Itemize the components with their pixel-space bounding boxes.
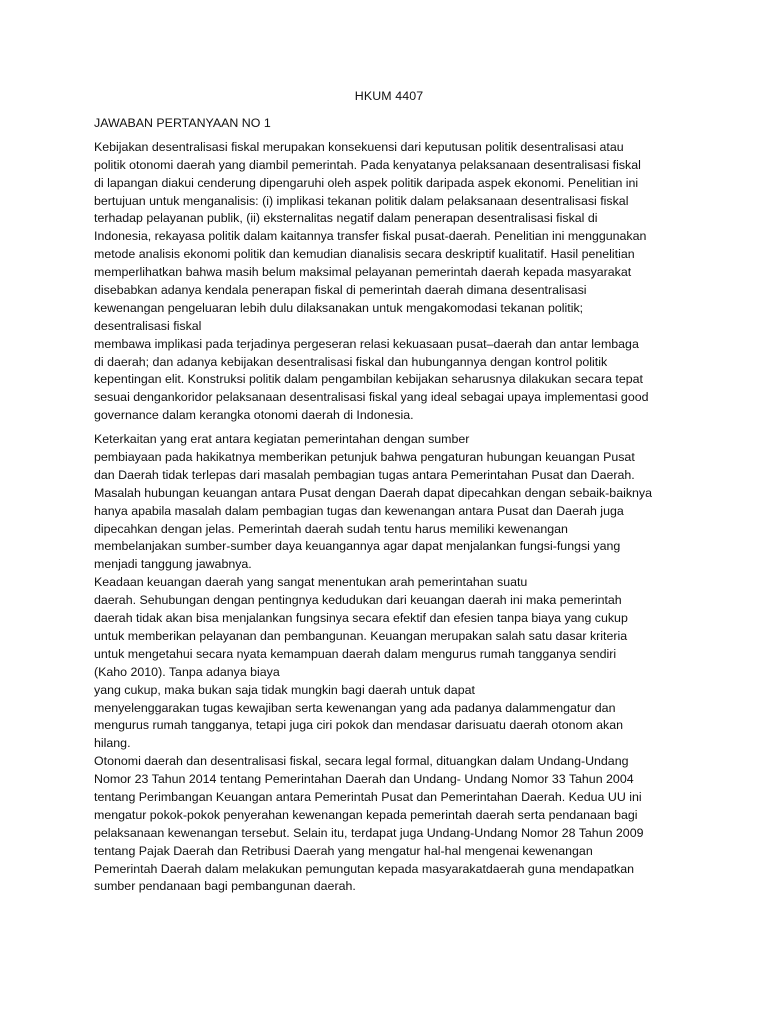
text-line: desentralisasi fiskal: [94, 318, 202, 333]
text-line: Keadaan keuangan daerah yang sangat menentukan arah pemerintahan suatu: [94, 575, 528, 590]
text-line: mengatur pokok-pokok penyerahan kewenangan kepada pemerintah daerah serta pendanaan bagi: [94, 807, 638, 822]
text-line: Kebijakan desentralisasi fiskal merupakan konsekuensi dari keputusan politik desentralisasi atau: [94, 139, 624, 154]
text-line: pembiayaan pada hakikatnya memberikan petunjuk bahwa pengaturan hubungan keuangan Pusat: [94, 450, 635, 465]
text-line: bertujuan untuk menganalisis: (i) implikasi tekanan politik dalam pelaksanaan desentralisasi fiskal: [94, 193, 629, 208]
text-line: membelanjakan sumber-sumber daya keuangannya agar dapat menjalankan fungsi-fungsi yang: [94, 539, 621, 554]
text-line: Masalah hubungan keuangan antara Pusat dengan Daerah dapat dipecahkan dengan sebaik-baiknya: [94, 485, 653, 500]
text-line: menyelenggarakan tugas kewajiban serta kewenangan yang ada padanya dalammengatur dan: [94, 700, 616, 715]
text-line: sumber pendanaan bagi pembangunan daerah.: [94, 879, 356, 894]
text-line: kewenangan pengeluaran lebih dulu dilaksanakan untuk mengakomodasi tekanan politik;: [94, 300, 584, 315]
text-line: (Kaho 2010). Tanpa adanya biaya: [94, 664, 280, 679]
text-line: hanya apabila masalah dalam pembagian tugas dan kewenangan antara Pusat dan Daerah juga: [94, 503, 624, 518]
text-line: Pemerintah Daerah dalam melakukan pemungutan kepada masyarakatdaerah guna mendapatkan: [94, 861, 635, 876]
text-line: Otonomi daerah dan desentralisasi fiskal, secara legal formal, dituangkan dalam Undang-Undang: [94, 754, 629, 769]
text-line: governance dalam kerangka otonomi daerah di Indonesia.: [94, 408, 414, 423]
text-line: dipecahkan dengan jelas. Pemerintah daerah sudah tentu harus memiliki kewenangan: [94, 521, 568, 536]
text-line: tentang Perimbangan Keuangan antara Pemerintah Pusat dan Pemerintahan Daerah. Kedua UU ini: [94, 789, 642, 804]
text-line: memperlihatkan bahwa masih belum maksimal pelayanan pemerintah daerah kepada masyarakat: [94, 265, 632, 280]
text-line: daerah tidak akan bisa menjalankan fungsinya secara efektif dan efesien tanpa biaya yang cukup: [94, 611, 628, 626]
text-line: daerah. Sehubungan dengan pentingnya kedudukan dari keuangan daerah ini maka pemerintah: [94, 593, 622, 608]
course-code-title: HKUM 4407: [354, 89, 424, 103]
text-line: kepentingan elit. Konstruksi politik dalam pengambilan kebijakan seharusnya dilakukan secara tepat: [94, 372, 643, 387]
text-line: hilang.: [94, 736, 131, 751]
text-line: membawa implikasi pada terjadinya pergeseran relasi kekuasaan pusat–daerah dan antar lembaga: [94, 336, 639, 351]
text-line: menjadi tanggung jawabnya.: [94, 557, 252, 572]
text-line: mengurus rumah tangganya, tetapi juga ciri pokok dan mendasar darisuatu daerah otonom akan: [94, 718, 623, 733]
text-line: untuk mengetahui secara nyata kemampuan daerah dalam mengurus rumah tangganya sendiri: [94, 646, 617, 661]
text-line: dan Daerah tidak terlepas dari masalah pembagian tugas antara Pemerintahan Pusat dan Daerah.: [94, 467, 635, 482]
text-line: metode analisis ekonomi politik dan kemudian dianalisis secara deskriptif kualitatif. Hasil penelitian: [94, 247, 635, 262]
text-line: di daerah; dan adanya kebijakan desentralisasi fiskal dan hubungannya dengan kontrol politik: [94, 354, 608, 369]
text-line: Keterkaitan yang erat antara kegiatan pemerintahan dengan sumber: [94, 432, 470, 447]
text-line: Indonesia, rekayasa politik dalam kaitannya transfer fiskal pusat-daerah. Penelitian ini menggunakan: [94, 229, 647, 244]
text-line: pelaksanaan kewenangan tersebut. Selain itu, terdapat juga Undang-Undang Nomor 28 Tahun 2009: [94, 825, 644, 840]
document-body: [94, 115, 684, 896]
text-line: Nomor 23 Tahun 2014 tentang Pemerintahan Daerah dan Undang- Undang Nomor 33 Tahun 2004: [94, 772, 634, 787]
text-line: untuk memberikan pelayanan dan pembangunan. Keuangan merupakan salah satu dasar kriteria: [94, 628, 628, 643]
text-line: politik otonomi daerah yang diambil pemerintah. Pada kenyatanya pelaksanaan desentralisasi fiskal: [94, 157, 641, 172]
text-line: tentang Pajak Daerah dan Retribusi Daerah yang mengatur hal-hal mengenai kewenangan: [94, 843, 593, 858]
document-page: [94, 88, 684, 896]
text-line: disebabkan adanya kendala penerapan fiskal di pemerintah daerah dimana desentralisasi: [94, 283, 587, 298]
text-line: JAWABAN PERTANYAAN NO 1: [94, 116, 271, 130]
text-line: di lapangan diakui cenderung dipengaruhi oleh aspek politik daripada aspek ekonomi. Penelitian ini: [94, 175, 639, 190]
text-line: sesuai dengankoridor pelaksanaan desentralisasi fiskal yang ideal sebagai upaya implementasi good: [94, 390, 649, 405]
text-line: terhadap pelayanan publik, (ii) eksternalitas negatif dalam penerapan desentralisasi fiskal di: [94, 211, 598, 226]
text-line: yang cukup, maka bukan saja tidak mungkin bagi daerah untuk dapat: [94, 682, 475, 697]
